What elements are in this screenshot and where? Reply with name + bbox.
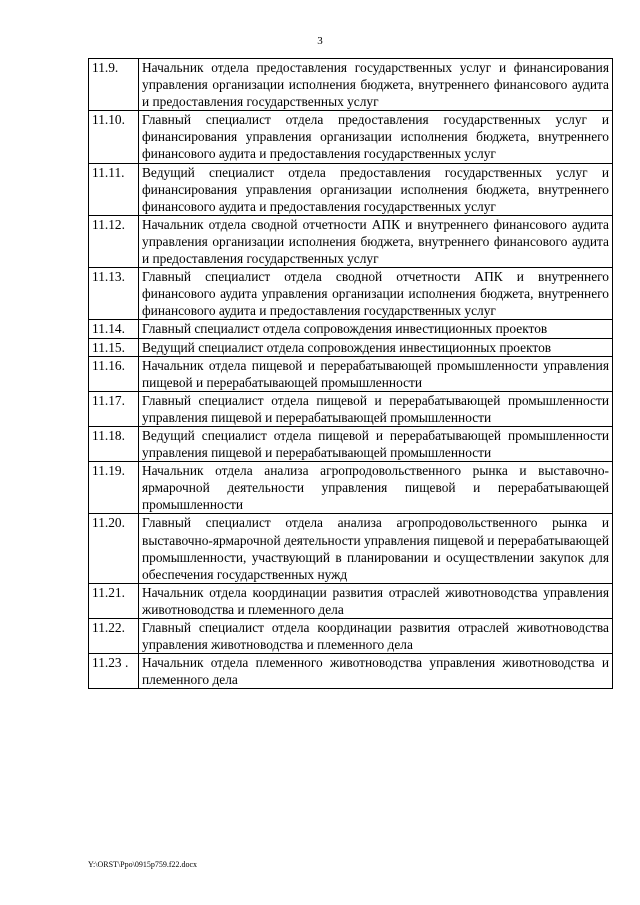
position-title: Ведущий специалист отдела сопровождения инвестиционных проектов [139,338,613,356]
page-number: 3 [317,35,323,47]
item-number: 11.9. [89,59,139,111]
table-row [89,111,613,163]
table-row [89,268,613,320]
table-row [89,320,613,338]
item-number: 11.10. [89,111,139,163]
item-number: 11.21. [89,583,139,618]
position-title: Начальник отдела предоставления государственных услуг и финансирования управления организации исполнения бюджета, внутреннего финансового аудита и предоставления государственных услуг [139,59,613,111]
item-number: 11.16. [89,356,139,391]
table-row [89,215,613,267]
item-number: 11.17. [89,391,139,426]
position-title: Главный специалист отдела координации развития отраслей животноводства управления животноводства и племенного дела [139,619,613,654]
item-number: 11.15. [89,338,139,356]
position-title: Главный специалист отдела предоставления государственных услуг и финансирования управления организации исполнения бюджета, внутреннего финансового аудита и предоставления государственных услуг [139,111,613,163]
position-title: Главный специалист отдела пищевой и перерабатывающей промышленности управления пищевой и перерабатывающей промышленности [139,391,613,426]
item-number: 11.19. [89,462,139,514]
table-row [89,356,613,391]
item-number: 11.22. [89,619,139,654]
item-number: 11.14. [89,320,139,338]
item-number: 11.13. [89,268,139,320]
position-title: Ведущий специалист отдела предоставления государственных услуг и финансирования управления организации исполнения бюджета, внутреннего финансового аудита и предоставления государственных услуг [139,163,613,215]
table-row [89,391,613,426]
footer-file-path: Y:\ORST\Ppo\0915p759.f22.docx [88,860,198,869]
item-number: 11.18. [89,426,139,461]
table-row [89,163,613,215]
position-title: Ведущий специалист отдела пищевой и перерабатывающей промышленности управления пищевой и перерабатывающей промышленности [139,426,613,461]
positions-table [88,58,613,689]
position-title: Начальник отдела анализа агропродовольственного рынка и выставочно-ярмарочной деятельности управления пищевой и перерабатывающей промышленности [139,462,613,514]
position-title: Главный специалист отдела анализа агропродовольственного рынка и выставочно-ярмарочной деятельности управления пищевой и перерабатывающей промышленности, участвующий в планировании и осуществлении закупок для обеспечения государственных нужд [139,514,613,583]
position-title: Начальник отдела племенного животноводства управления животноводства и племенного дела [139,654,613,689]
table-row [89,426,613,461]
position-title: Начальник отдела сводной отчетности АПК и внутреннего финансового аудита управления организации исполнения бюджета, внутреннего финансового аудита и предоставления государственных услуг [139,215,613,267]
item-number: 11.23 . [89,654,139,689]
positions-table-body [89,59,613,689]
table-row [89,583,613,618]
table-row [89,338,613,356]
table-row [89,462,613,514]
table-row [89,59,613,111]
position-title: Главный специалист отдела сводной отчетности АПК и внутреннего финансового аудита управления организации исполнения бюджета, внутреннего финансового аудита и предоставления государственных услуг [139,268,613,320]
position-title: Начальник отдела пищевой и перерабатывающей промышленности управления пищевой и перерабатывающей промышленности [139,356,613,391]
position-title: Начальник отдела координации развития отраслей животноводства управления животноводства и племенного дела [139,583,613,618]
item-number: 11.11. [89,163,139,215]
item-number: 11.12. [89,215,139,267]
table-row [89,514,613,583]
table-row [89,619,613,654]
item-number: 11.20. [89,514,139,583]
table-row [89,654,613,689]
position-title: Главный специалист отдела сопровождения инвестиционных проектов [139,320,613,338]
